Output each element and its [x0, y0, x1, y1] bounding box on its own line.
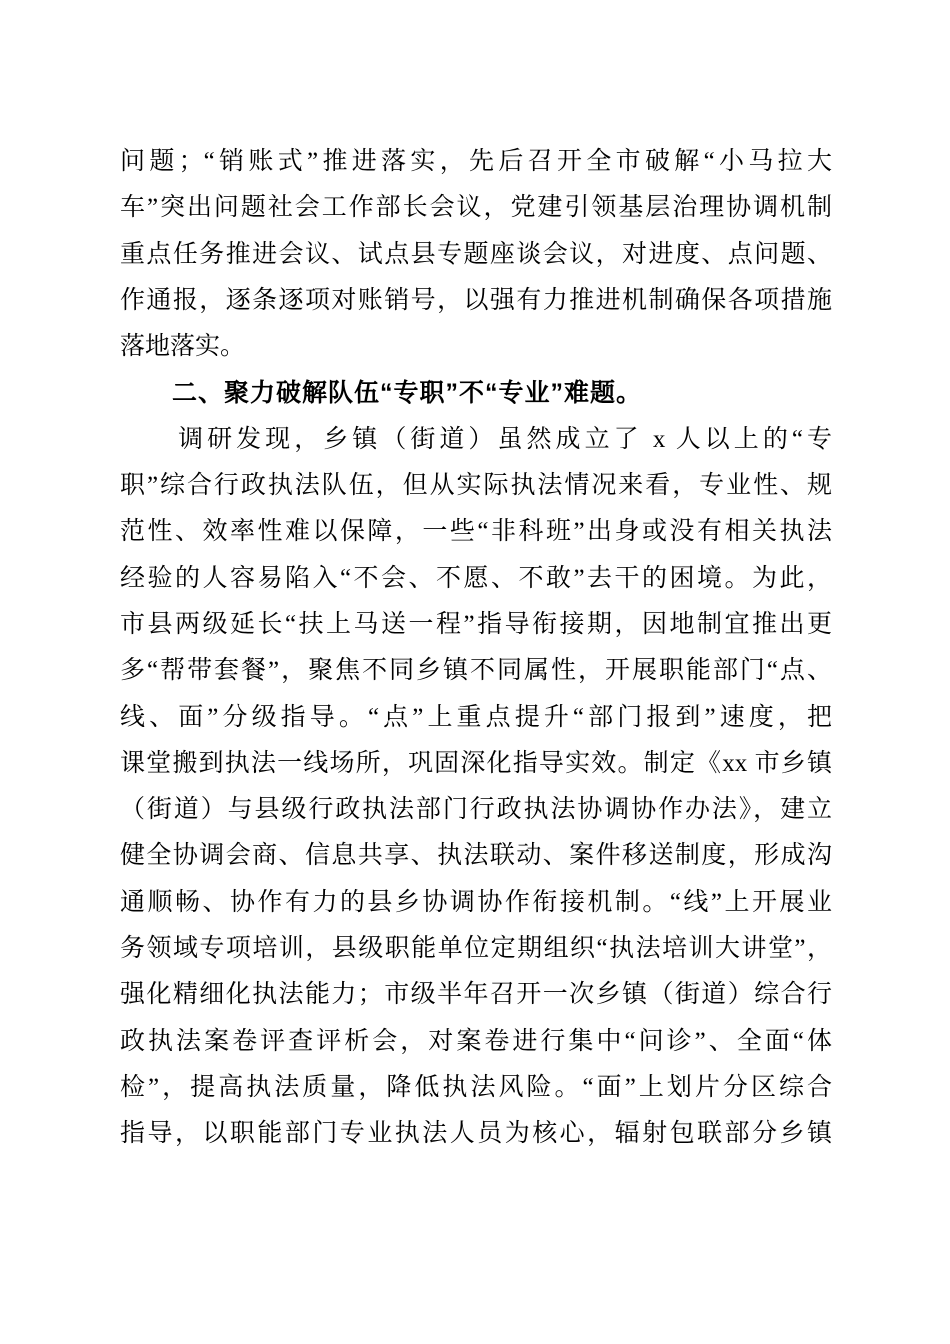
paragraph-continuation [120, 139, 832, 370]
text-line: 车”突出问题社会工作部长会议，党建引领基层治理协调机制 [120, 194, 832, 222]
text-line: 范性、效率性难以保障，一些“非科班”出身或没有相关执法 [120, 518, 832, 546]
text-line: 线、面”分级指导。“点”上重点提升“部门报到”速度，把 [120, 703, 832, 731]
text-line: 经验的人容易陷入“不会、不愿、不敢”去干的困境。为此， [120, 564, 832, 592]
text-line: 市县两级延长“扶上马送一程”指导衔接期，因地制宜推出更 [120, 610, 832, 638]
section-heading [120, 370, 832, 416]
text-line: 多“帮带套餐”，聚焦不同乡镇不同属性，开展职能部门“点、 [120, 657, 832, 685]
text-line: 二、聚力破解队伍“专职”不“专业”难题。 [120, 379, 643, 408]
text-block [120, 139, 832, 1158]
text-line: 检”，提高执法质量，降低执法风险。“面”上划片分区综合 [120, 1073, 832, 1101]
text-line: 通顺畅、协作有力的县乡协调协作衔接机制。“线”上开展业 [120, 888, 832, 916]
text-line: 健全协调会商、信息共享、执法联动、案件移送制度，形成沟 [120, 842, 832, 870]
text-line: 指导，以职能部门专业执法人员为核心，辐射包联部分乡镇 [120, 1120, 832, 1148]
text-line: 问题；“销账式”推进落实，先后召开全市破解“小马拉大 [120, 148, 832, 175]
text-line: 职”综合行政执法队伍，但从实际执法情况来看，专业性、规 [120, 472, 832, 500]
text-line: 落地落实。 [120, 333, 246, 361]
text-line: 务领域专项培训，县级职能单位定期组织“执法培训大讲堂”， [120, 935, 832, 963]
text-line: 课堂搬到执法一线场所，巩固深化指导实效。制定《xx 市乡镇 [120, 749, 832, 777]
text-line: 调研发现，乡镇（街道）虽然成立了 x 人以上的“专 [120, 425, 832, 453]
paragraph-body [120, 417, 832, 1158]
text-line: 重点任务推进会议、试点县专题座谈会议，对进度、点问题、 [120, 240, 832, 268]
text-line: 强化精细化执法能力；市级半年召开一次乡镇（街道）综合行 [120, 981, 832, 1009]
text-line: 作通报，逐条逐项对账销号，以强有力推进机制确保各项措施 [120, 286, 832, 314]
text-line: （街道）与县级行政执法部门行政执法协调协作办法》，建立 [120, 796, 832, 824]
text-line: 政执法案卷评查评析会，对案卷进行集中“问诊”、全面“体 [120, 1027, 832, 1055]
